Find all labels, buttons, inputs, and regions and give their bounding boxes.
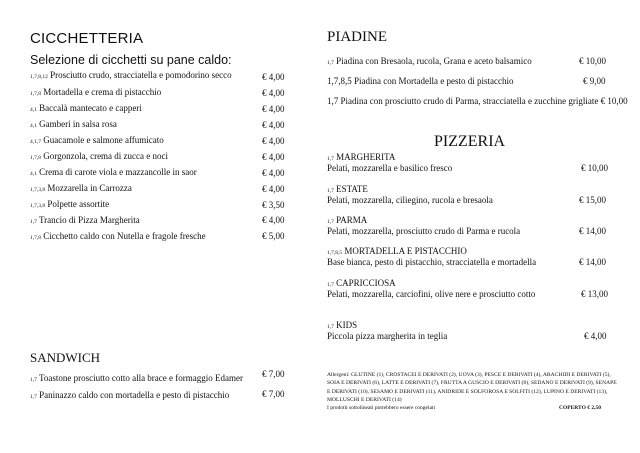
pizza-description: Piccola pizza margherita in teglia bbox=[327, 331, 448, 341]
pizza-description: Base bianca, pesto di pistacchio, stracciatella e mortadella bbox=[327, 257, 537, 267]
list-item: 4,1 Crema di carote viola e mazzancolle in saor bbox=[30, 167, 197, 177]
item-price: € 3,50 bbox=[262, 200, 285, 210]
pizza-name: 1,7,8,5 MORTADELLA E PISTACCHIO bbox=[327, 246, 467, 256]
allergens-legend: Allergeni: GLUTINE (1), CROSTACEI E DERIVATI (2), UOVA (3), PESCE E DERIVATI (4), ARACHIDI E DERIVATI (5), SOIA E DERIVATI (6), LATTE E DERIVATI (7), FRUTTA A GUSCIO E DERIVATI (8), SEDANO E DERIVATI (9), SENAPE E DERIVATI (10), SESAMO E DERIVATI (11), ANIDRIDE E SOLFOROSA E SOLFITI (12), LUPINO E DERIVATI (13), MOLLUSCHI E DERIVATI (14) bbox=[327, 372, 617, 403]
list-item: 1,7,3,8 Polpette assortite bbox=[30, 199, 110, 209]
list-item: 1,7 Piadina con Bresaola, rucola, Grana e aceto balsamico bbox=[327, 56, 532, 66]
item-price: € 7,00 bbox=[262, 369, 285, 379]
list-item: 1,7,8 Gorgonzola, crema di zucca e noci bbox=[30, 151, 169, 161]
pizza-description: Pelati, mozzarella e basilico fresco bbox=[327, 163, 453, 173]
pizza-name: 1,7 CAPRICCIOSA bbox=[327, 278, 396, 288]
item-price: € 10,00 bbox=[581, 163, 608, 173]
item-price: € 5,00 bbox=[262, 231, 285, 241]
item-price: € 9,00 bbox=[583, 76, 606, 86]
item-price: € 13,00 bbox=[581, 289, 608, 299]
piadine-title: PIADINE bbox=[327, 29, 387, 45]
item-price: € 14,00 bbox=[579, 226, 606, 236]
pizza-description: Pelati, mozzarella, ciliegino, rucola e bresaola bbox=[327, 195, 493, 205]
pizza-name: 1,7 PARMA bbox=[327, 215, 368, 225]
list-item: 4,1 Baccalà mantecato e capperi bbox=[30, 103, 142, 113]
pizza-description: Pelati, mozzarella, carciofini, olive nere e prosciutto cotto bbox=[327, 289, 536, 299]
item-price: € 4,00 bbox=[262, 72, 285, 82]
list-item: 1,7 Toastone prosciutto cotto alla brace e formaggio Edamer bbox=[30, 373, 244, 383]
list-item: 1,7 Trancio di Pizza Margherita bbox=[30, 215, 140, 225]
item-price: € 14,00 bbox=[579, 257, 606, 267]
item-price: € 10,00 bbox=[579, 56, 606, 66]
coperto-price: COPERTO € 2,50 bbox=[559, 405, 602, 411]
list-item: 1,7,3,8 Mozzarella in Carrozza bbox=[30, 183, 132, 193]
item-price: € 4,00 bbox=[262, 168, 285, 178]
sandwich-title: SANDWICH bbox=[30, 350, 101, 365]
pizza-description: Pelati, mozzarella, prosciutto crudo di Parma e rucola bbox=[327, 226, 521, 236]
item-price: € 4,00 bbox=[584, 331, 607, 341]
item-price: € 4,00 bbox=[262, 104, 285, 114]
item-price: € 4,00 bbox=[262, 184, 285, 194]
list-item: 4,1,7 Guacamole e salmone affumicato bbox=[30, 135, 164, 145]
cicchetteria-subtitle: Selezione di cicchetti su pane caldo: bbox=[30, 53, 232, 67]
item-price: € 15,00 bbox=[579, 195, 606, 205]
item-price: € 4,00 bbox=[262, 152, 285, 162]
list-item: 1,7 Piadina con prosciutto crudo di Parma, stracciatella e zucchine grigliate € 10,00 bbox=[327, 96, 628, 106]
list-item: 1,7 Paninazzo caldo con mortadella e pesto di pistacchio bbox=[30, 390, 230, 400]
list-item: 1,7,8 Cicchetto caldo con Nutella e fragole fresche bbox=[30, 231, 206, 241]
list-item: 4,1 Gamberi in salsa rosa bbox=[30, 119, 117, 129]
pizza-name: 1,7 KIDS bbox=[327, 320, 358, 330]
item-price: € 4,00 bbox=[262, 88, 285, 98]
pizza-name: 1,7 MARGHERITA bbox=[327, 152, 396, 162]
list-item: 1,7,8 Mortadella e crema di pistacchio bbox=[30, 87, 162, 97]
list-item: 1,7,8,5 Piadina con Mortadella e pesto di pistacchio bbox=[327, 76, 514, 86]
item-price: € 4,00 bbox=[262, 215, 285, 225]
list-item: 1,7,8,12 Prosciutto crudo, stracciatella e pomodorino secco bbox=[30, 70, 232, 80]
frozen-note: I prodotti sottolineati potrebbero essere congelati bbox=[327, 405, 435, 411]
item-price: € 7,00 bbox=[262, 389, 285, 399]
pizza-name: 1,7 ESTATE bbox=[327, 184, 368, 194]
cicchetteria-title: CICCHETTERIA bbox=[30, 30, 144, 47]
item-price: € 4,00 bbox=[262, 136, 285, 146]
item-price: € 4,00 bbox=[262, 120, 285, 130]
pizzeria-title: PIZZERIA bbox=[434, 133, 506, 150]
